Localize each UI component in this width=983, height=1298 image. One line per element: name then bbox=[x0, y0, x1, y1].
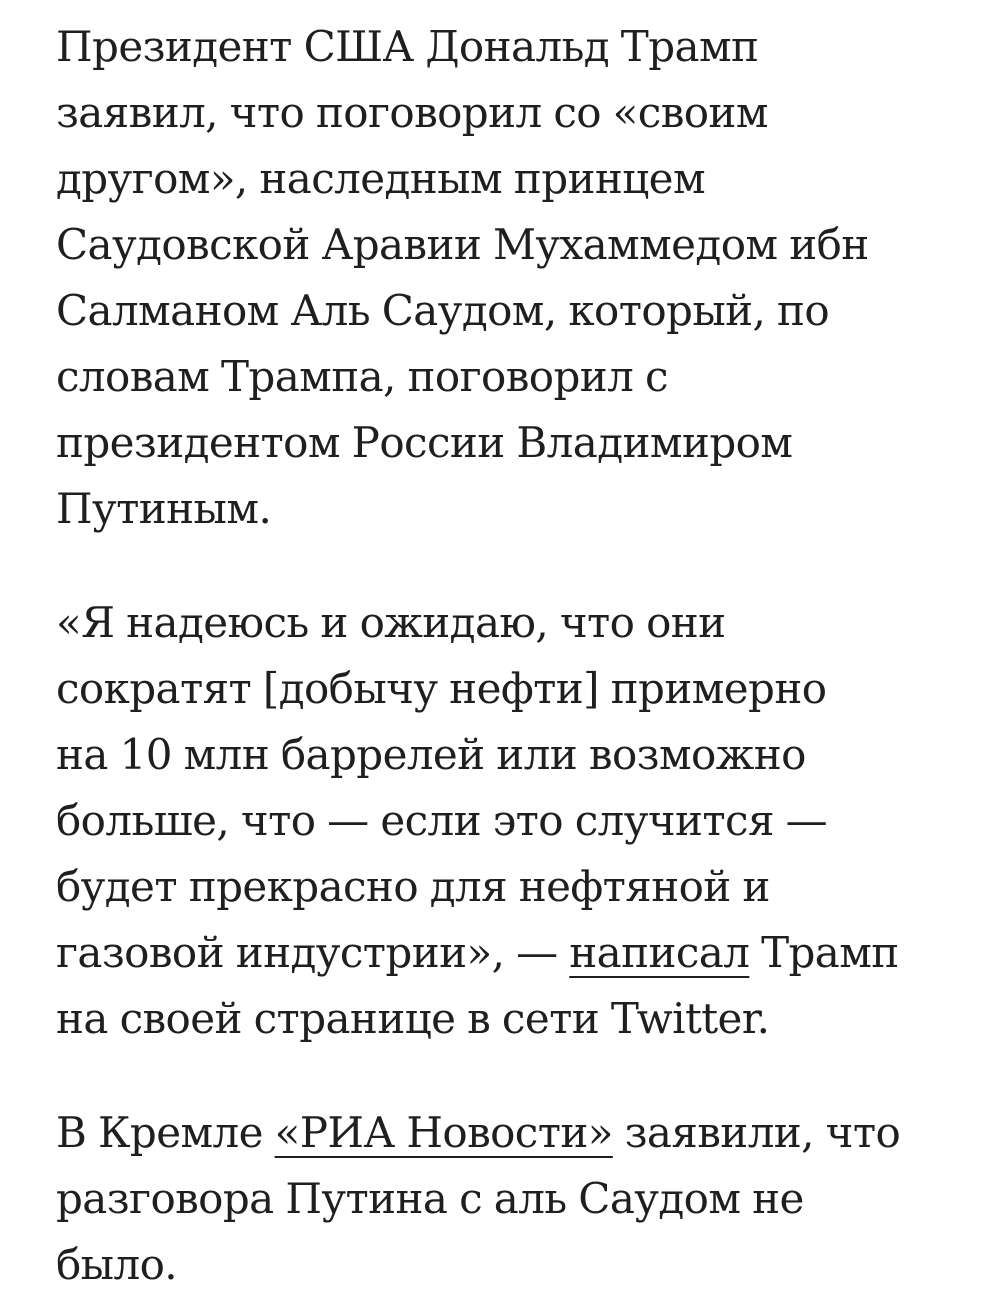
text-line: заявил, что поговорил со «своим bbox=[56, 88, 768, 137]
link-wrote-twitter[interactable]: написал bbox=[569, 928, 750, 977]
text-line: больше, что — если это случится — bbox=[56, 796, 827, 845]
text-segment: газовой индустрии», — bbox=[56, 928, 570, 977]
text-line: на 10 млн баррелей или возможно bbox=[56, 730, 806, 779]
text-segment: В Кремле bbox=[56, 1108, 275, 1157]
text-line: на своей странице в сети Twitter. bbox=[56, 994, 770, 1043]
text-line: разговора Путина с аль Саудом не bbox=[56, 1174, 804, 1223]
text-line-with-link bbox=[56, 1100, 936, 1166]
text-line-with-link bbox=[56, 920, 936, 986]
text-line: Президент США Дональд Трамп bbox=[56, 22, 759, 71]
text-line: Путиным. bbox=[56, 484, 272, 533]
text-line: будет прекрасно для нефтяной и bbox=[56, 862, 770, 911]
text-line: Салманом Аль Саудом, который, по bbox=[56, 286, 830, 335]
paragraph-2-quote bbox=[56, 590, 936, 1052]
link-ria-novosti[interactable]: «РИА Новости» bbox=[274, 1108, 613, 1157]
text-line: сократят [добычу нефти] примерно bbox=[56, 664, 827, 713]
text-line: «Я надеюсь и ожидаю, что они bbox=[56, 598, 726, 647]
article-body bbox=[56, 14, 936, 1298]
text-line: президентом России Владимиром bbox=[56, 418, 793, 467]
text-segment: заявили, что bbox=[612, 1108, 901, 1157]
text-line: Саудовской Аравии Мухаммедом ибн bbox=[56, 220, 869, 269]
paragraph-1 bbox=[56, 14, 936, 542]
text-line: было. bbox=[56, 1240, 178, 1289]
paragraph-3 bbox=[56, 1100, 936, 1298]
text-segment: Трамп bbox=[749, 928, 899, 977]
text-line: другом», наследным принцем bbox=[56, 154, 706, 203]
text-line: словам Трампа, поговорил с bbox=[56, 352, 668, 401]
